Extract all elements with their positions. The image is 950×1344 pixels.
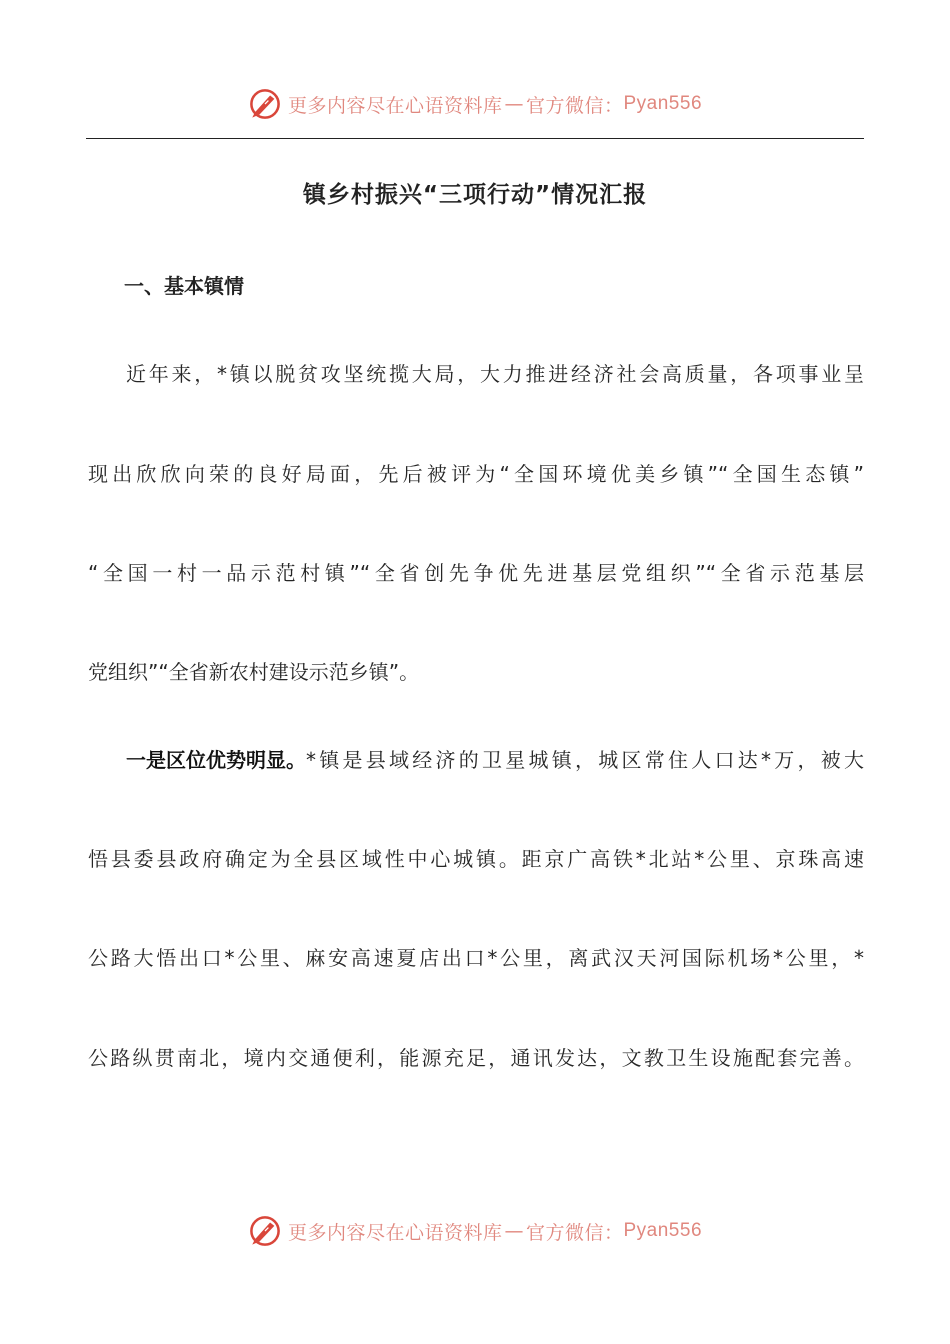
watermark-handle: Pyan556 xyxy=(623,93,703,114)
watermark-label: 官方微信： xyxy=(525,1221,624,1244)
pen-circle-icon xyxy=(248,1214,282,1248)
watermark-label: 官方微信： xyxy=(525,94,624,117)
pen-circle-icon xyxy=(248,87,282,121)
paragraph-line: *镇是县域经济的卫星城镇，城区常住人口达*万，被大 xyxy=(306,748,864,772)
paragraph-line: 公路大悟出口*公里、麻安高速夏店出口*公里，离武汉天河国际机场*公里，* xyxy=(88,946,864,970)
paragraph-line: 现出欣欣向荣的良好局面，先后被评为“全国环境优美乡镇”“全国生态镇” xyxy=(88,462,864,486)
section-heading: 一、基本镇情 xyxy=(124,274,244,298)
watermark-main-text: 更多内容尽在心语资料库 xyxy=(287,94,503,117)
paragraph-first-line xyxy=(126,744,864,776)
watermark-handle: Pyan556 xyxy=(623,1220,703,1241)
paragraph-line: 近年来，*镇以脱贫攻坚统揽大局，大力推进经济社会高质量，各项事业呈 xyxy=(126,362,864,386)
watermark-separator: — xyxy=(504,1220,524,1242)
header-watermark xyxy=(0,84,950,124)
paragraph-line: 公路纵贯南北，境内交通便利，能源充足，通讯发达，文教卫生设施配套完善。 xyxy=(88,1046,864,1070)
paragraph-lead-bold: 一是区位优势明显。 xyxy=(126,748,306,772)
document-title: 镇乡村振兴“三项行动”情况汇报 xyxy=(302,182,648,208)
watermark-separator: — xyxy=(504,93,524,115)
watermark-main-text: 更多内容尽在心语资料库 xyxy=(287,1221,503,1244)
paragraph-line: 党组织”“全省新农村建设示范乡镇”。 xyxy=(88,660,420,684)
paragraph-line: 悟县委县政府确定为全县区域性中心城镇。距京广高铁*北站*公里、京珠高速 xyxy=(88,847,864,871)
footer-watermark xyxy=(0,1211,950,1251)
paragraph-line: “全国一村一品示范村镇”“全省创先争优先进基层党组织”“全省示范基层 xyxy=(88,561,864,585)
header-divider xyxy=(86,138,864,139)
